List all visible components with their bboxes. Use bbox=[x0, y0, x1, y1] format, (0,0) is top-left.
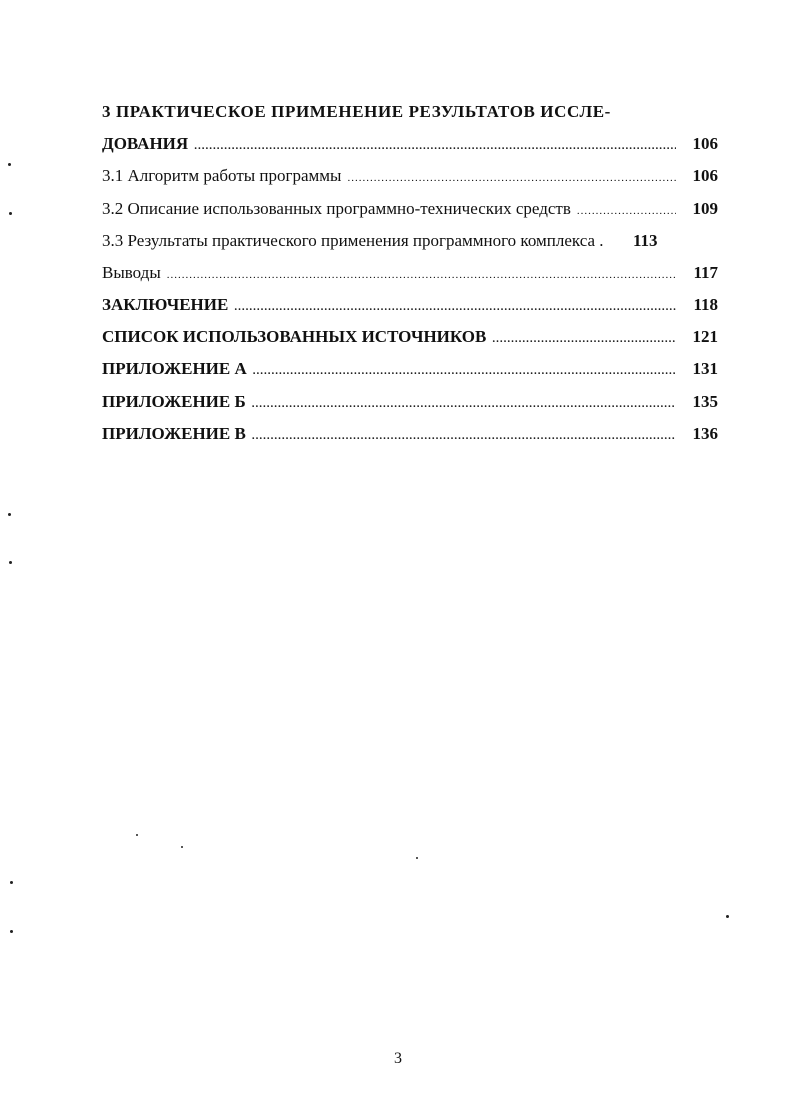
dot-leader bbox=[347, 164, 676, 192]
toc-entry-title: ПРИЛОЖЕНИЕ В bbox=[102, 424, 246, 443]
toc-page-number: 117 bbox=[693, 263, 718, 282]
toc-page-number: 109 bbox=[692, 199, 718, 218]
toc-entry-conclusions bbox=[102, 259, 718, 287]
toc-entry-3-2 bbox=[102, 195, 718, 223]
toc-entry-title: ПРИЛОЖЕНИЕ Б bbox=[102, 392, 246, 411]
dot-leader bbox=[492, 325, 676, 353]
scan-speck bbox=[10, 881, 13, 884]
toc-entry-title: СПИСОК ИСПОЛЬЗОВАННЫХ ИСТОЧНИКОВ bbox=[102, 327, 487, 346]
dot-leader bbox=[167, 261, 676, 289]
scan-speck bbox=[181, 846, 183, 848]
toc-page-number: 106 bbox=[692, 166, 718, 185]
scan-speck bbox=[10, 930, 13, 933]
toc-page-number: 106 bbox=[692, 134, 718, 153]
toc-entry-appendix-v bbox=[102, 420, 718, 448]
scan-speck bbox=[136, 834, 138, 836]
scan-speck bbox=[9, 212, 12, 215]
dot-leader bbox=[577, 197, 676, 225]
toc-entry-appendix-b bbox=[102, 388, 718, 416]
page-number: 3 bbox=[394, 1050, 402, 1067]
scan-speck bbox=[8, 513, 11, 516]
toc-page-number: 121 bbox=[692, 327, 718, 346]
toc-page-number: 135 bbox=[692, 392, 718, 411]
toc-heading-title-cont: ДОВАНИЯ bbox=[102, 134, 189, 153]
toc-entry-appendix-a bbox=[102, 355, 718, 383]
toc-entry-3-3 bbox=[102, 227, 718, 255]
scan-speck bbox=[9, 561, 12, 564]
toc-page-number: 113 bbox=[632, 231, 658, 250]
toc-heading-line-2 bbox=[102, 130, 718, 158]
toc-page-number: 118 bbox=[693, 295, 718, 314]
scan-speck bbox=[416, 857, 418, 859]
dot-leader bbox=[252, 422, 676, 450]
toc-entry-title: 3.1 Алгоритм работы программы bbox=[102, 166, 342, 185]
dot-leader bbox=[194, 132, 676, 160]
toc-entry-3-1 bbox=[102, 162, 718, 190]
toc-entry-summary bbox=[102, 291, 718, 319]
dot-leader bbox=[234, 293, 676, 321]
toc-heading-title: 3 ПРАКТИЧЕСКОЕ ПРИМЕНЕНИЕ РЕЗУЛЬТАТОВ ИССЛЕ- bbox=[102, 102, 611, 121]
toc-page-number: 131 bbox=[692, 359, 718, 378]
toc-entry-title: ПРИЛОЖЕНИЕ А bbox=[102, 359, 247, 378]
toc-entry-title: Выводы bbox=[102, 263, 161, 282]
toc-page-number: 136 bbox=[692, 424, 718, 443]
dot-leader bbox=[252, 390, 676, 418]
dot-leader bbox=[253, 357, 676, 385]
toc-entry-title: ЗАКЛЮЧЕНИЕ bbox=[102, 295, 229, 314]
scan-speck bbox=[8, 163, 11, 166]
scan-speck bbox=[726, 915, 729, 918]
toc-entry-title: 3.3 Результаты практического применения программного комплекса . bbox=[102, 231, 604, 250]
toc-entry-references bbox=[102, 323, 718, 351]
toc-entry-title: 3.2 Описание использованных программно-технических средств bbox=[102, 199, 571, 218]
toc-heading-line-1 bbox=[102, 98, 718, 126]
